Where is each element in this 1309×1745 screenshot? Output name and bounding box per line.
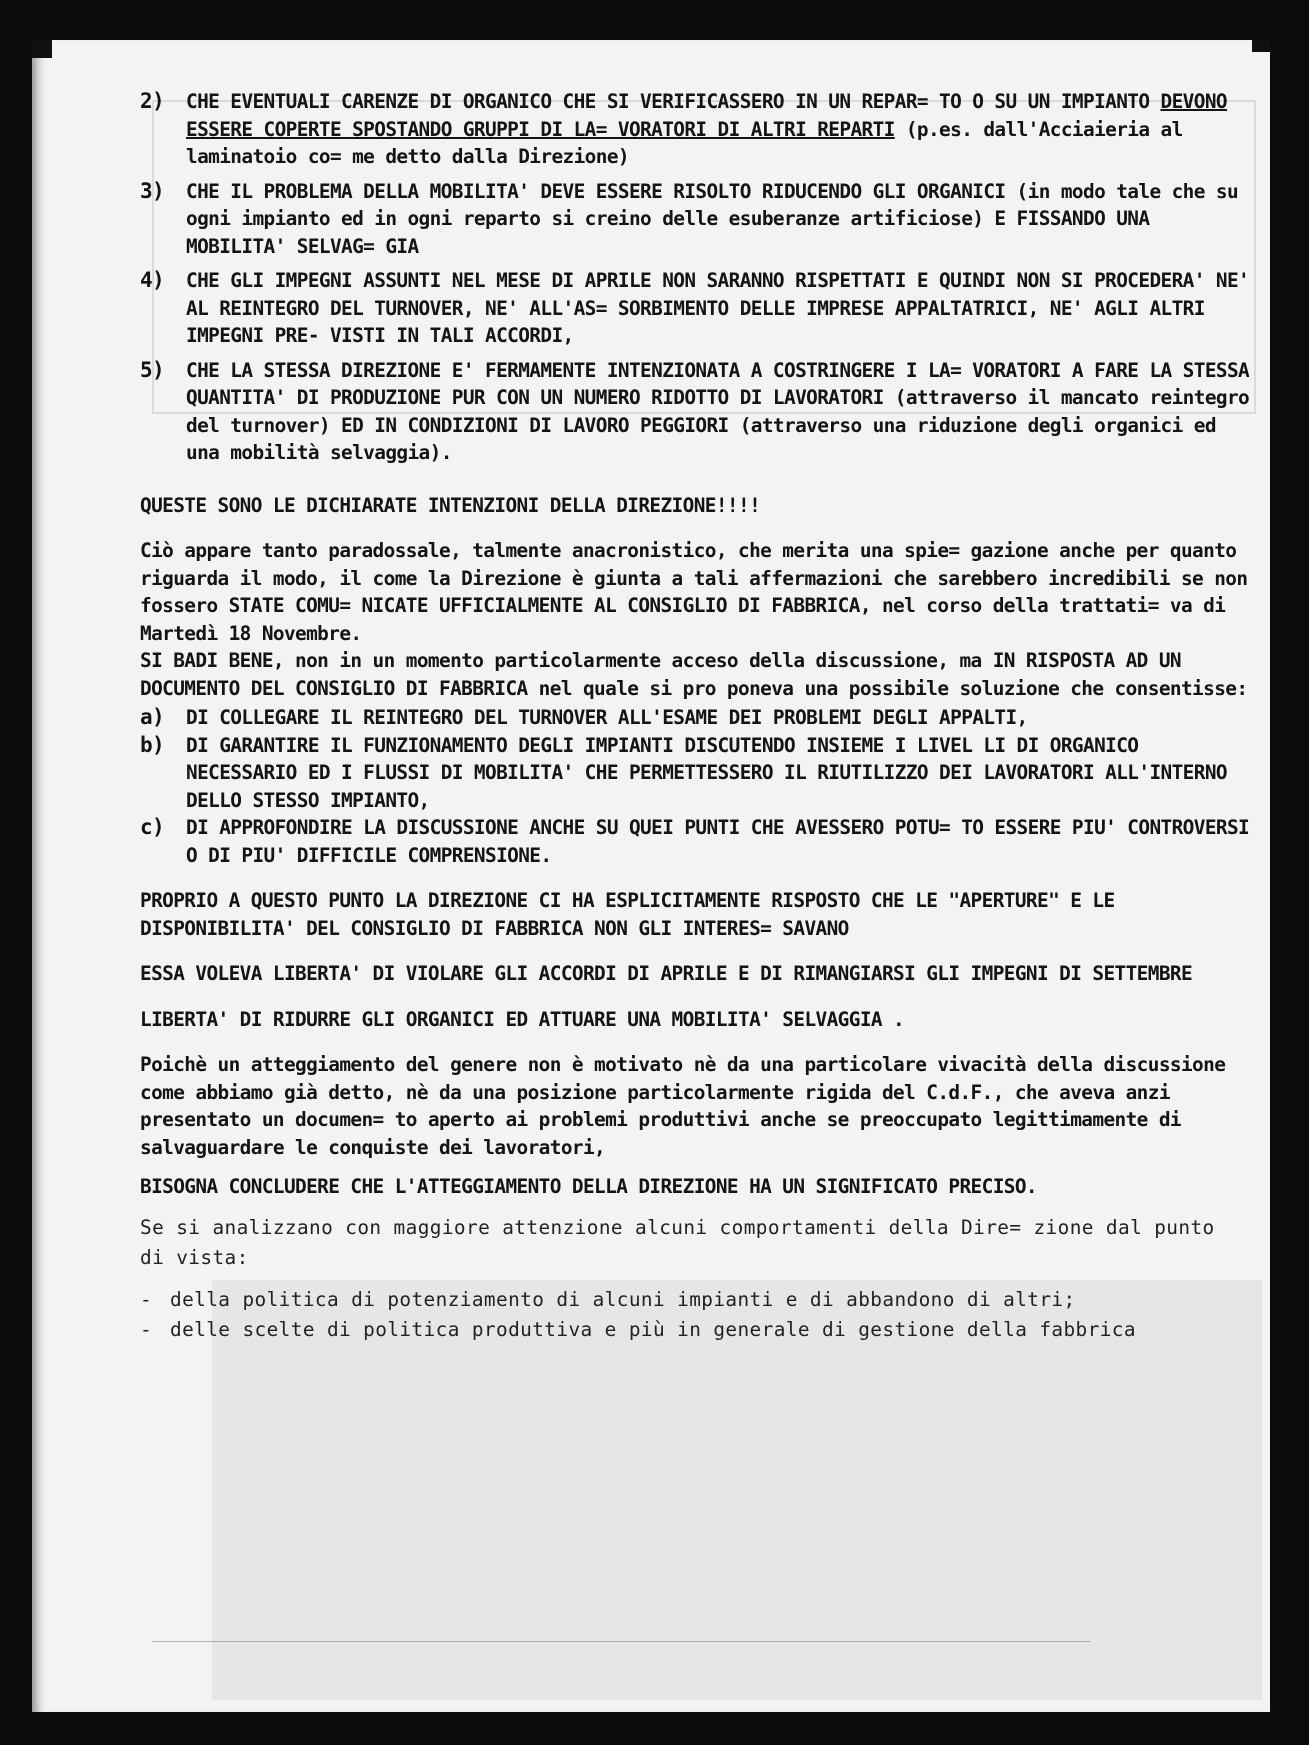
proposal-item xyxy=(140,814,1250,869)
viewpoint-item xyxy=(140,1285,1250,1315)
paragraph-response: PROPRIO A QUESTO PUNTO LA DIREZIONE CI HA ESPLICITAMENTE RISPOSTO CHE LE "APERTURE" E LE DISPONIBILITA' DEL CONSIGLIO DI FABBRICA NON GLI INTERES= SAVANO xyxy=(140,889,1115,940)
item-text: DI COLLEGARE IL REINTEGRO DEL TURNOVER ALL'ESAME DEI PROBLEMI DEGLI APPALTI, xyxy=(186,706,1028,729)
claim-item xyxy=(140,357,1250,467)
lettered-list-proposals xyxy=(140,704,1250,869)
item-text xyxy=(186,267,1250,350)
item-text: della politica di potenziamento di alcuni impianti e di abbandono di altri; xyxy=(170,1287,1076,1311)
paragraph-liberty-accords: ESSA VOLEVA LIBERTA' DI VIOLARE GLI ACCORDI DI APRILE E DI RIMANGIARSI GLI IMPEGNI DI SETTEMBRE xyxy=(140,962,1193,985)
item-number: 4) xyxy=(140,268,165,292)
claim-item xyxy=(140,178,1250,261)
item-letter: a) xyxy=(140,705,165,729)
item-text: delle scelte di politica produttiva e più in generale di gestione della fabbrica xyxy=(170,1317,1136,1341)
proposal-item xyxy=(140,732,1250,815)
underlined-text: DEVONO ESSERE COPERTE SPOSTANDO GRUPPI DI LA= VORATORI DI ALTRI REPARTI xyxy=(186,90,1227,141)
proposal-item xyxy=(140,704,1250,732)
viewpoint-item xyxy=(140,1315,1250,1345)
dash-marker: - xyxy=(140,1317,153,1341)
item-text xyxy=(186,88,1250,171)
paragraph-attitude: Poichè un atteggiamento del genere non è motivato nè da una particolare vivacità della discussione come abbiamo già detto, nè da una posizione particolarmente rigida del C.d.F., che aveva anzi presentato un documen= to aperto ai problemi produttivi anche se preoccupato legittimamente di salvaguardare le conquiste dei lavoratori, xyxy=(140,1053,1226,1159)
document-page xyxy=(32,40,1270,1712)
document-body xyxy=(140,88,1250,1345)
text-run: CHE GLI IMPEGNI ASSUNTI NEL MESE DI APRILE NON SARANNO RISPETTATI E QUINDI NON SI PROCEDERA' NE' AL REINTEGRO DEL TURNOVER, NE' ALL'AS= SORBIMENTO DELLE IMPRESE APPALTATRICI, NE' AGLI ALTRI IMPEGNI PRE- VISTI IN TALI ACCORDI, xyxy=(186,269,1250,347)
dash-list-viewpoints xyxy=(140,1285,1250,1345)
paragraph-paradox: Ciò appare tanto paradossale, talmente anacronistico, che merita una spie= gazione anche per quanto riguarda il modo, il come la Direzione è giunta a tali affermazioni che sarebbero incredibili se non fossero STATE COMU= NICATE UFFICIALMENTE AL CONSIGLIO DI FABBRICA, nel corso della trattati= va di Martedì 18 Novembre. xyxy=(140,539,1248,645)
text-run: CHE EVENTUALI CARENZE DI ORGANICO CHE SI VERIFICASSERO IN UN REPAR= TO O SU UN IMPIANTO xyxy=(186,90,1161,113)
item-letter: b) xyxy=(140,732,165,757)
item-text xyxy=(186,357,1250,467)
item-text: DI APPROFONDIRE LA DISCUSSIONE ANCHE SU QUEI PUNTI CHE AVESSERO POTU= TO ESSERE PIU' CONTROVERSI O DI PIU' DIFFICILE COMPRENSIONE. xyxy=(186,816,1250,867)
claim-item xyxy=(140,88,1250,171)
item-number: 3) xyxy=(140,178,165,203)
paragraph-liberty-organics: LIBERTA' DI RIDURRE GLI ORGANICI ED ATTUARE UNA MOBILITA' SELVAGGIA . xyxy=(140,1007,905,1031)
claim-item xyxy=(140,267,1250,350)
scan-corner-mark xyxy=(32,40,52,58)
scan-corner-mark xyxy=(1252,40,1270,52)
text-run: CHE LA STESSA DIREZIONE E' FERMAMENTE INTENZIONATA A COSTRINGERE I LA= VORATORI A FARE LA STESSA QUANTITA' DI PRODUZIONE PUR CON UN NUMERO RIDOTTO DI LAVORATORI (attraverso il mancato reintegro del turnover) ED IN CONDIZIONI DI LAVORO PEGGIORI (attraverso una riduzione degli organici ed una mobilità selvaggia). xyxy=(186,358,1250,464)
item-number: 2) xyxy=(140,89,165,113)
item-text: DI GARANTIRE IL FUNZIONAMENTO DEGLI IMPIANTI DISCUTENDO INSIEME I LIVEL LI DI ORGANICO NECESSARIO ED I FLUSSI DI MOBILITA' CHE PERMETTESSERO IL RIUTILIZZO DEI LAVORATORI ALL'INTERNO DELLO STESSO IMPIANTO, xyxy=(186,733,1227,812)
dash-marker: - xyxy=(140,1287,153,1311)
paragraph-analysis: Se si analizzano con maggiore attenzione alcuni comportamenti della Dire= zione dal punto di vista: xyxy=(140,1215,1215,1269)
text-run: CHE IL PROBLEMA DELLA MOBILITA' DEVE ESSERE RISOLTO RIDUCENDO GLI ORGANICI (in modo tale che su ogni impianto ed in ogni reparto si creino delle esuberanze artificiose) E FISSANDO UNA MOBILITA' SELVAG= GIA xyxy=(186,179,1239,258)
conclusion-heading: BISOGNA CONCLUDERE CHE L'ATTEGGIAMENTO DELLA DIREZIONE HA UN SIGNIFICATO PRECISO. xyxy=(140,1175,1038,1198)
item-letter: c) xyxy=(140,815,165,839)
text-run: (p.es. dall'Acciaieria al laminatoio co= me detto dalla Direzione) xyxy=(186,117,1183,168)
numbered-list-claims xyxy=(140,88,1250,467)
footer-rule xyxy=(152,1641,1090,1642)
intentions-heading: QUESTE SONO LE DICHIARATE INTENZIONI DELLA DIREZIONE!!!! xyxy=(140,493,761,517)
item-number: 5) xyxy=(140,357,165,382)
item-text xyxy=(186,178,1250,261)
paragraph-badi-bene: SI BADI BENE, non in un momento particolarmente acceso della discussione, ma IN RISPOSTA AD UN DOCUMENTO DEL CONSIGLIO DI FABBRICA nel quale si pro poneva una possibile soluzione che consentisse: xyxy=(140,649,1248,700)
